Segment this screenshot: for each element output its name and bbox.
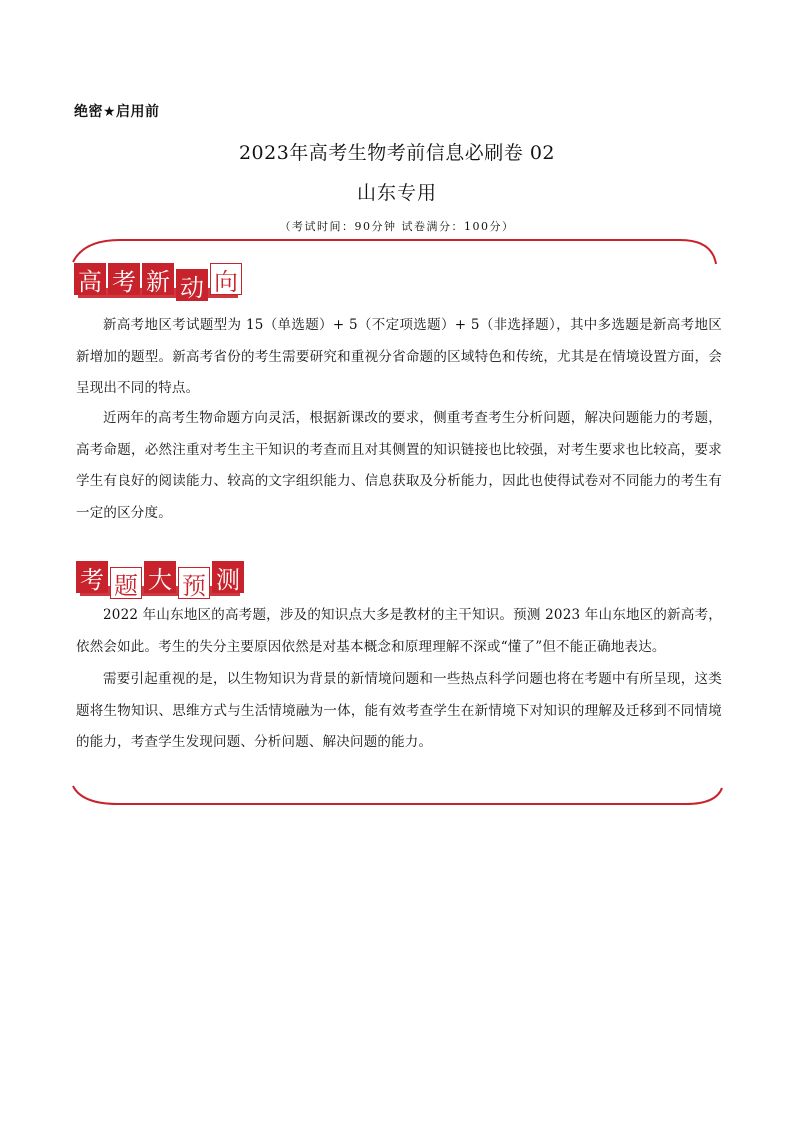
frame-top-arc [73, 240, 716, 264]
paragraph: 需要引起重视的是，以生物知识为背景的新情境问题和一些热点科学问题也将在考题中有所呈现，这类题将生物知识、思维方式与生活情境融为一体，能有效考查学生在新情境下对知识的理解及迁移到不同情境的能力，考查学生发现问题、分析问题、解决问题的能力。 [76, 671, 722, 750]
badge-char: 考 [108, 263, 140, 295]
frame-bottom-arc [73, 786, 722, 804]
page-title: 2023年高考生物考前信息必刷卷 02 [238, 142, 556, 164]
secret-mark: 绝密★启用前 [74, 104, 160, 120]
badge-char: 动 [176, 269, 208, 301]
badge-char: 大 [144, 561, 176, 593]
badge-char: 题 [110, 567, 142, 599]
badge-char: 预 [178, 567, 210, 599]
paragraph: 新高考地区考试题型为 15（单选题）+ 5（不定项选题）+ 5（非选择题），其中多选题是新高考地区新增加的题型。新高考省份的考生需要研究和重视分省命题的区域特色和传统，尤其是在情境设置方面，会呈现出不同的特点。 [76, 317, 722, 396]
section-badge-gaokao-xin-dongxiang [74, 263, 244, 301]
badge-char: 向 [210, 263, 242, 295]
paragraph: 近两年的高考生物命题方向灵活，根据新课改的要求，侧重考查考生分析问题，解决问题能力的考题，高考命题，必然注重对考生主干知识的考查而且对其侧置的知识链接也比较强，对考生要求也比较高，要求学生有良好的阅读能力、较高的文字组织能力、信息获取及分析能力，因此也使得试卷对不同能力的考生有一定的区分度。 [76, 410, 722, 521]
exam-info: （考试时间：90分钟 试卷满分：100分） [279, 220, 515, 233]
page-subtitle: 山东专用 [356, 182, 437, 204]
badge-char: 考 [76, 561, 108, 593]
badge-char: 测 [212, 561, 244, 593]
badge-char: 新 [142, 263, 174, 295]
section-badge-kaoti-da-yuce [76, 561, 246, 599]
paragraph: 2022 年山东地区的高考题，涉及的知识点大多是教材的主干知识。预测 2023 年山东地区的新高考，依然会如此。考生的失分主要原因依然是对基本概念和原理理解不深或“懂了”但不能正确地表达。 [76, 607, 722, 655]
badge-char: 高 [74, 263, 106, 295]
